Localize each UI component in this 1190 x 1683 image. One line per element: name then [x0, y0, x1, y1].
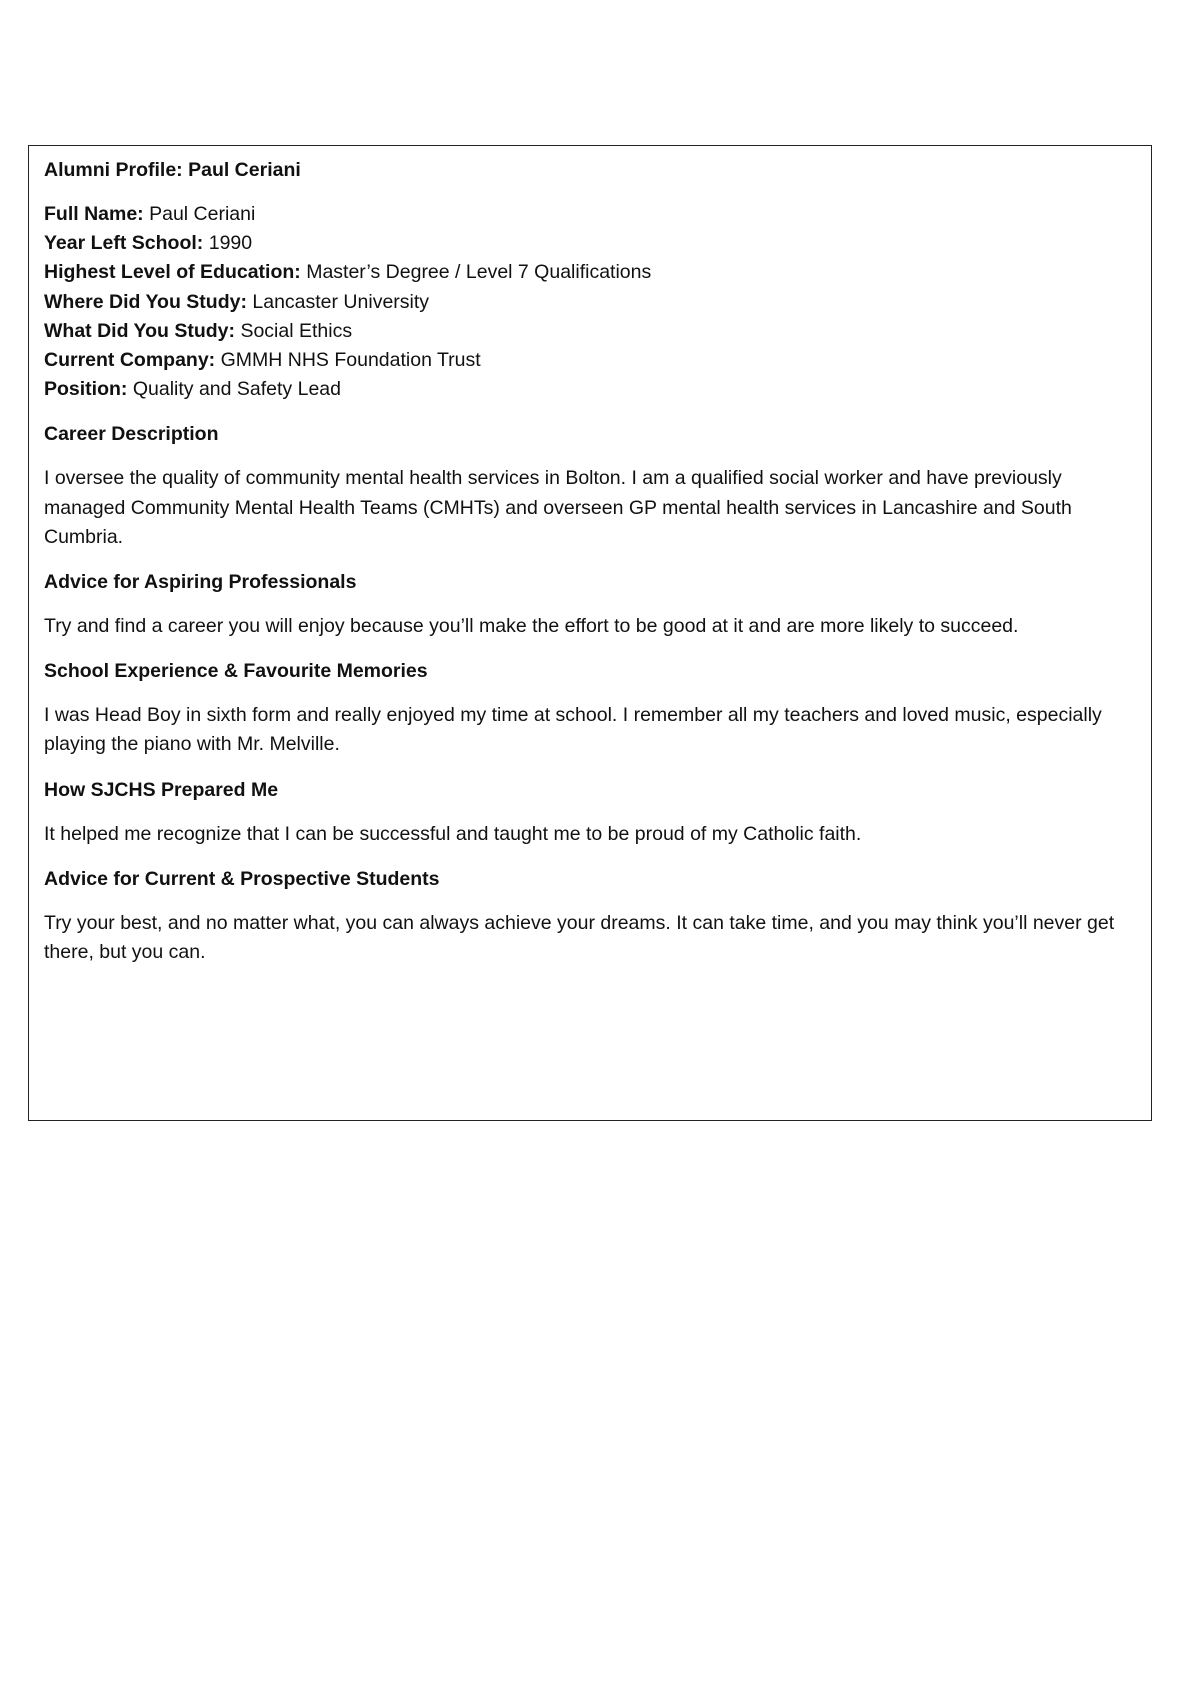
field-value: 1990 — [208, 232, 253, 255]
field-highest-education — [44, 258, 1136, 287]
field-full-name — [44, 200, 1136, 229]
field-what-studied — [44, 317, 1136, 346]
profile-title: Alumni Profile: Paul Ceriani — [44, 159, 301, 181]
section-heading-school-experience: School Experience & Favourite Memories — [44, 660, 428, 683]
section-body-advice-students: Try your best, and no matter what, you can always achieve your dreams. It can take time, and you may think you’ll never get there, but you can. — [44, 911, 1115, 964]
field-label: Year Left School: — [44, 232, 204, 255]
section-body-advice-aspiring: Try and find a career you will enjoy because you’ll make the effort to be good at it and are more likely to succeed. — [44, 615, 1019, 638]
field-value: Lancaster University — [252, 290, 430, 313]
section-heading-career-description: Career Description — [44, 423, 219, 446]
section-body-school-experience: I was Head Boy in sixth form and really enjoyed my time at school. I remember all my teachers and loved music, especially playing the piano with Mr. Melville. — [44, 704, 1102, 756]
field-value: Social Ethics — [240, 319, 353, 342]
field-value: GMMH NHS Foundation Trust — [220, 349, 481, 372]
field-label: Highest Level of Education: — [44, 261, 301, 284]
field-where-studied — [44, 288, 1136, 317]
profile-fields — [44, 200, 1136, 404]
field-value: Paul Ceriani — [149, 203, 256, 225]
field-value: Quality and Safety Lead — [132, 378, 341, 401]
section-body-career-description: I oversee the quality of community mental health services in Bolton. I am a qualified social worker and have previously managed Community Mental Health Teams (CMHTs) and overseen GP mental health services in Lancashire and South Cumbria. — [44, 467, 1072, 548]
section-body-how-prepared: It helped me recognize that I can be successful and taught me to be proud of my Catholic faith. — [44, 822, 862, 845]
field-label: What Did You Study: — [44, 319, 236, 342]
field-label: Position: — [44, 378, 128, 401]
field-current-company — [44, 346, 1136, 375]
field-year-left-school — [44, 229, 1136, 258]
field-position — [44, 375, 1136, 404]
field-label: Full Name: — [44, 203, 144, 225]
field-value: Master’s Degree / Level 7 Qualifications — [306, 261, 652, 284]
section-heading-how-prepared: How SJCHS Prepared Me — [44, 778, 279, 801]
field-label: Where Did You Study: — [44, 290, 247, 313]
field-label: Current Company: — [44, 349, 216, 372]
alumni-profile-box — [28, 145, 1152, 1121]
section-heading-advice-students: Advice for Current & Prospective Students — [44, 867, 440, 890]
section-heading-advice-aspiring: Advice for Aspiring Professionals — [44, 571, 357, 594]
